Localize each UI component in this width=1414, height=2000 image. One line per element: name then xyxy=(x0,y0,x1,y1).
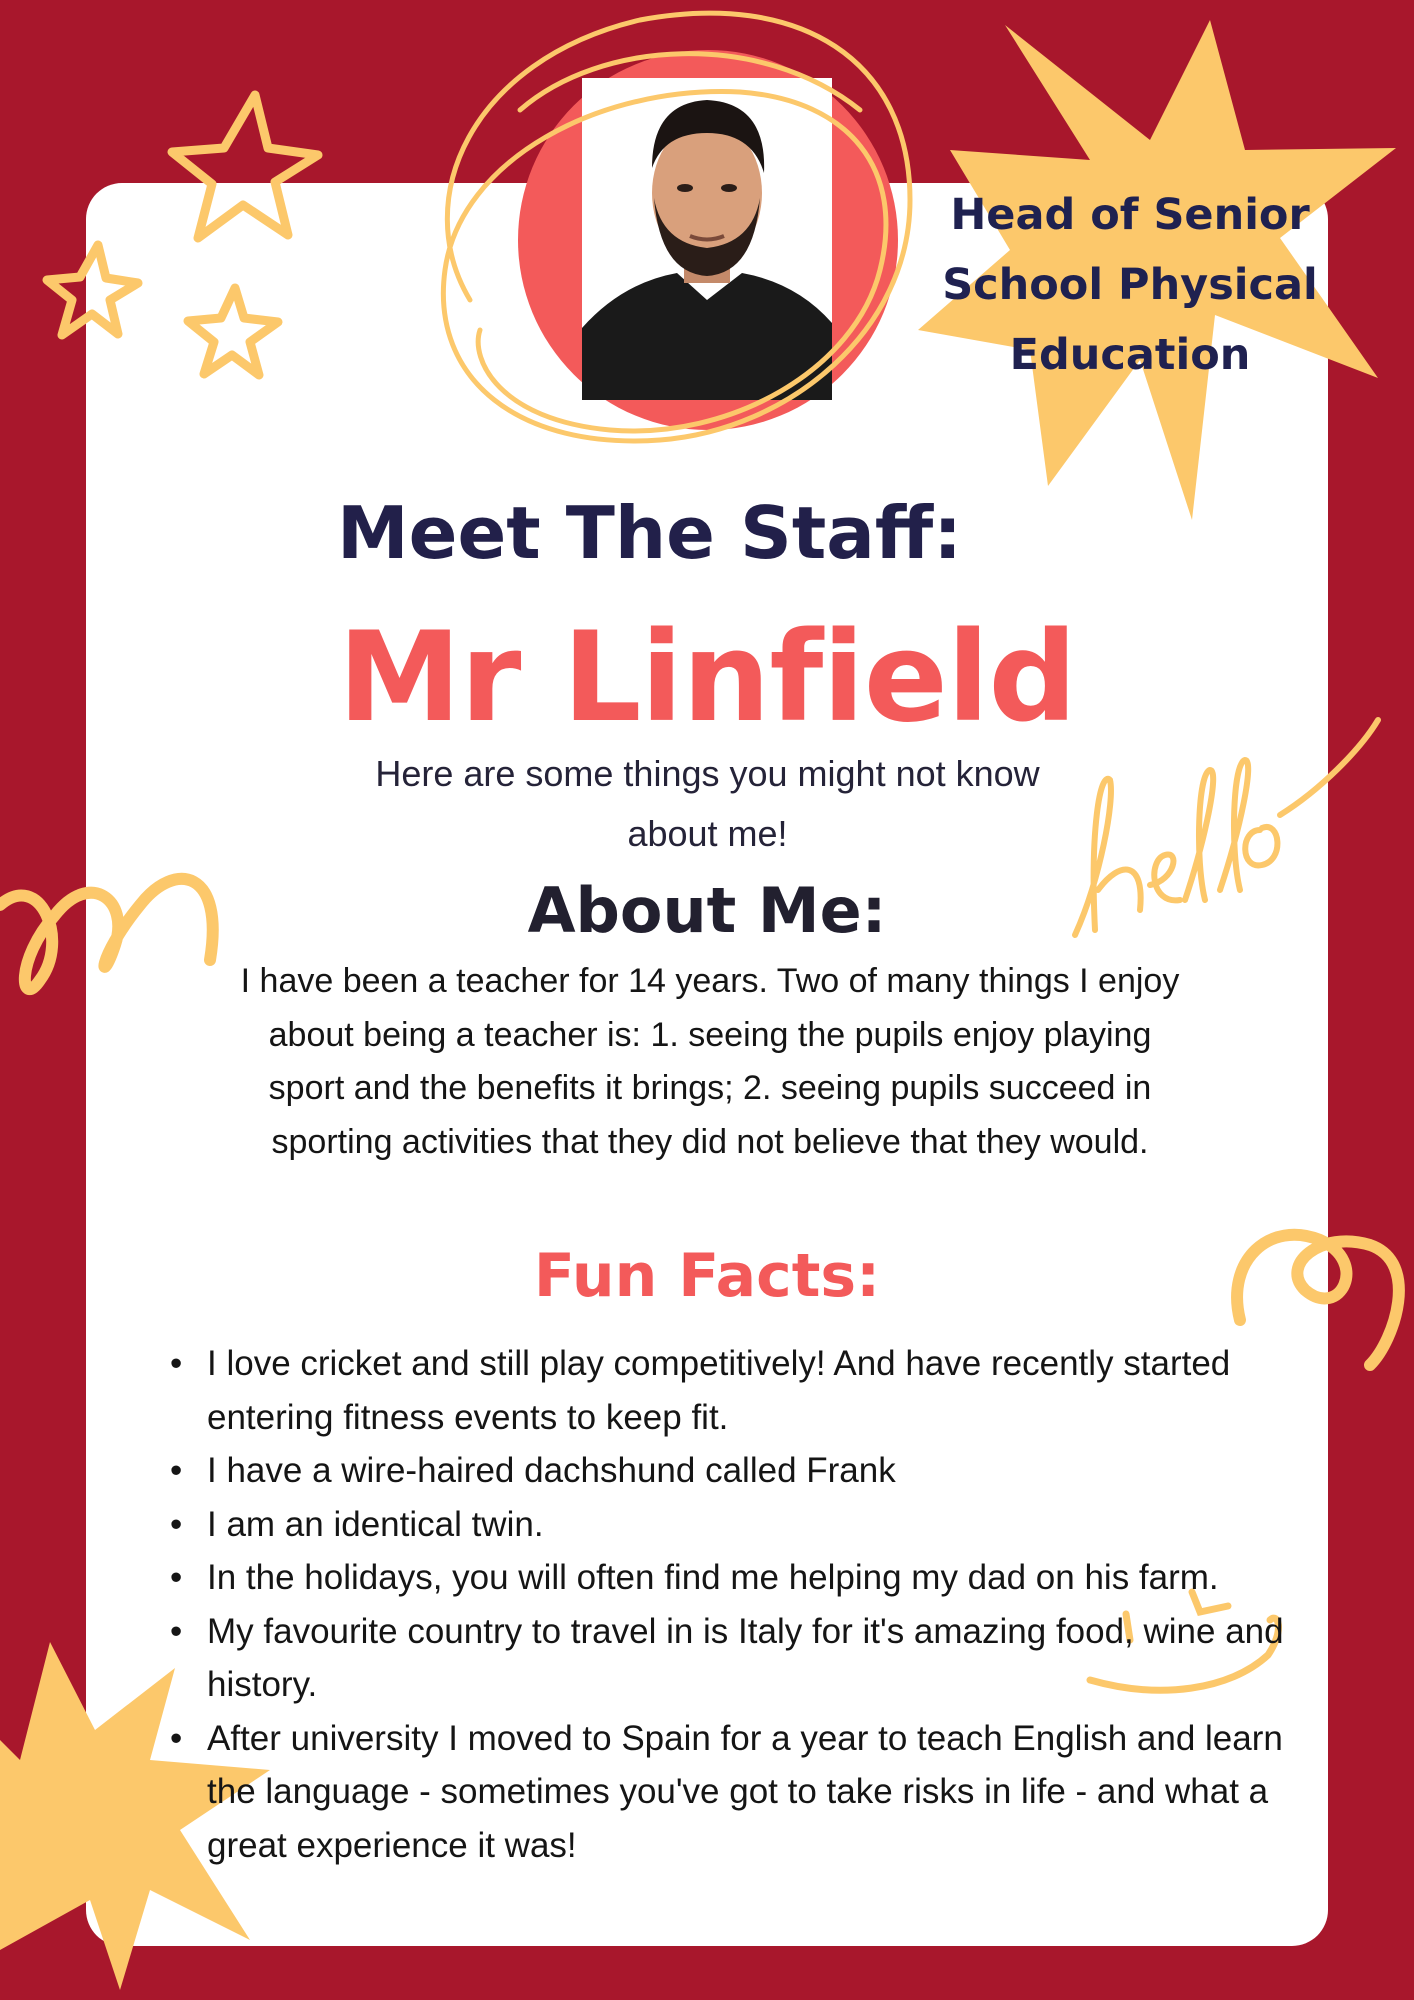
bullet-icon: • xyxy=(170,1344,183,1383)
fun-facts-list xyxy=(150,1337,1295,1872)
page-heading: Meet The Staff: xyxy=(336,491,963,575)
bullet-icon: • xyxy=(170,1504,183,1544)
staff-name: Mr Linfield xyxy=(337,606,1077,750)
list-item xyxy=(150,1605,1295,1712)
star-outline-icon xyxy=(47,95,318,375)
fun-fact-text: After university I moved to Spain for a year to teach English and learn the language - sometimes you've got to take risks in life - and what a great experience it was! xyxy=(207,1718,1283,1865)
list-item xyxy=(150,1337,1295,1444)
fun-fact-text: I love cricket and still play competitively! And have recently started entering fitness events to keep fit. xyxy=(207,1344,1231,1437)
bullet-icon: • xyxy=(170,1611,183,1651)
list-item xyxy=(150,1498,1295,1552)
intro-text: Here are some things you might not know about me! xyxy=(375,753,1040,854)
bullet-icon: • xyxy=(170,1718,183,1758)
fun-fact-text: My favourite country to travel in is Italy for it's amazing food, wine and history. xyxy=(207,1611,1284,1704)
fun-fact-text: In the holidays, you will often find me helping my dad on his farm. xyxy=(207,1558,1219,1597)
about-text: I have been a teacher for 14 years. Two of many things I enjoy about being a teacher is: 1. seeing the pupils enjoy playing sport and the benefits it brings; 2. seeing pupils succeed in sporting activities that they did not believe that they would. xyxy=(240,962,1180,1161)
bullet-icon: • xyxy=(170,1451,183,1490)
fun-facts-heading: Fun Facts: xyxy=(533,1241,881,1311)
fun-fact-text: I have a wire-haired dachshund called Frank xyxy=(207,1451,896,1490)
bullet-icon: • xyxy=(170,1558,183,1597)
scribble-circle-icon xyxy=(443,13,910,441)
list-item xyxy=(150,1712,1295,1873)
fun-fact-text: I am an identical twin. xyxy=(207,1504,544,1544)
list-item xyxy=(150,1444,1295,1498)
list-item xyxy=(150,1551,1295,1605)
about-heading: About Me: xyxy=(527,874,887,947)
staff-role: Head of Senior School Physical Education xyxy=(942,190,1318,380)
